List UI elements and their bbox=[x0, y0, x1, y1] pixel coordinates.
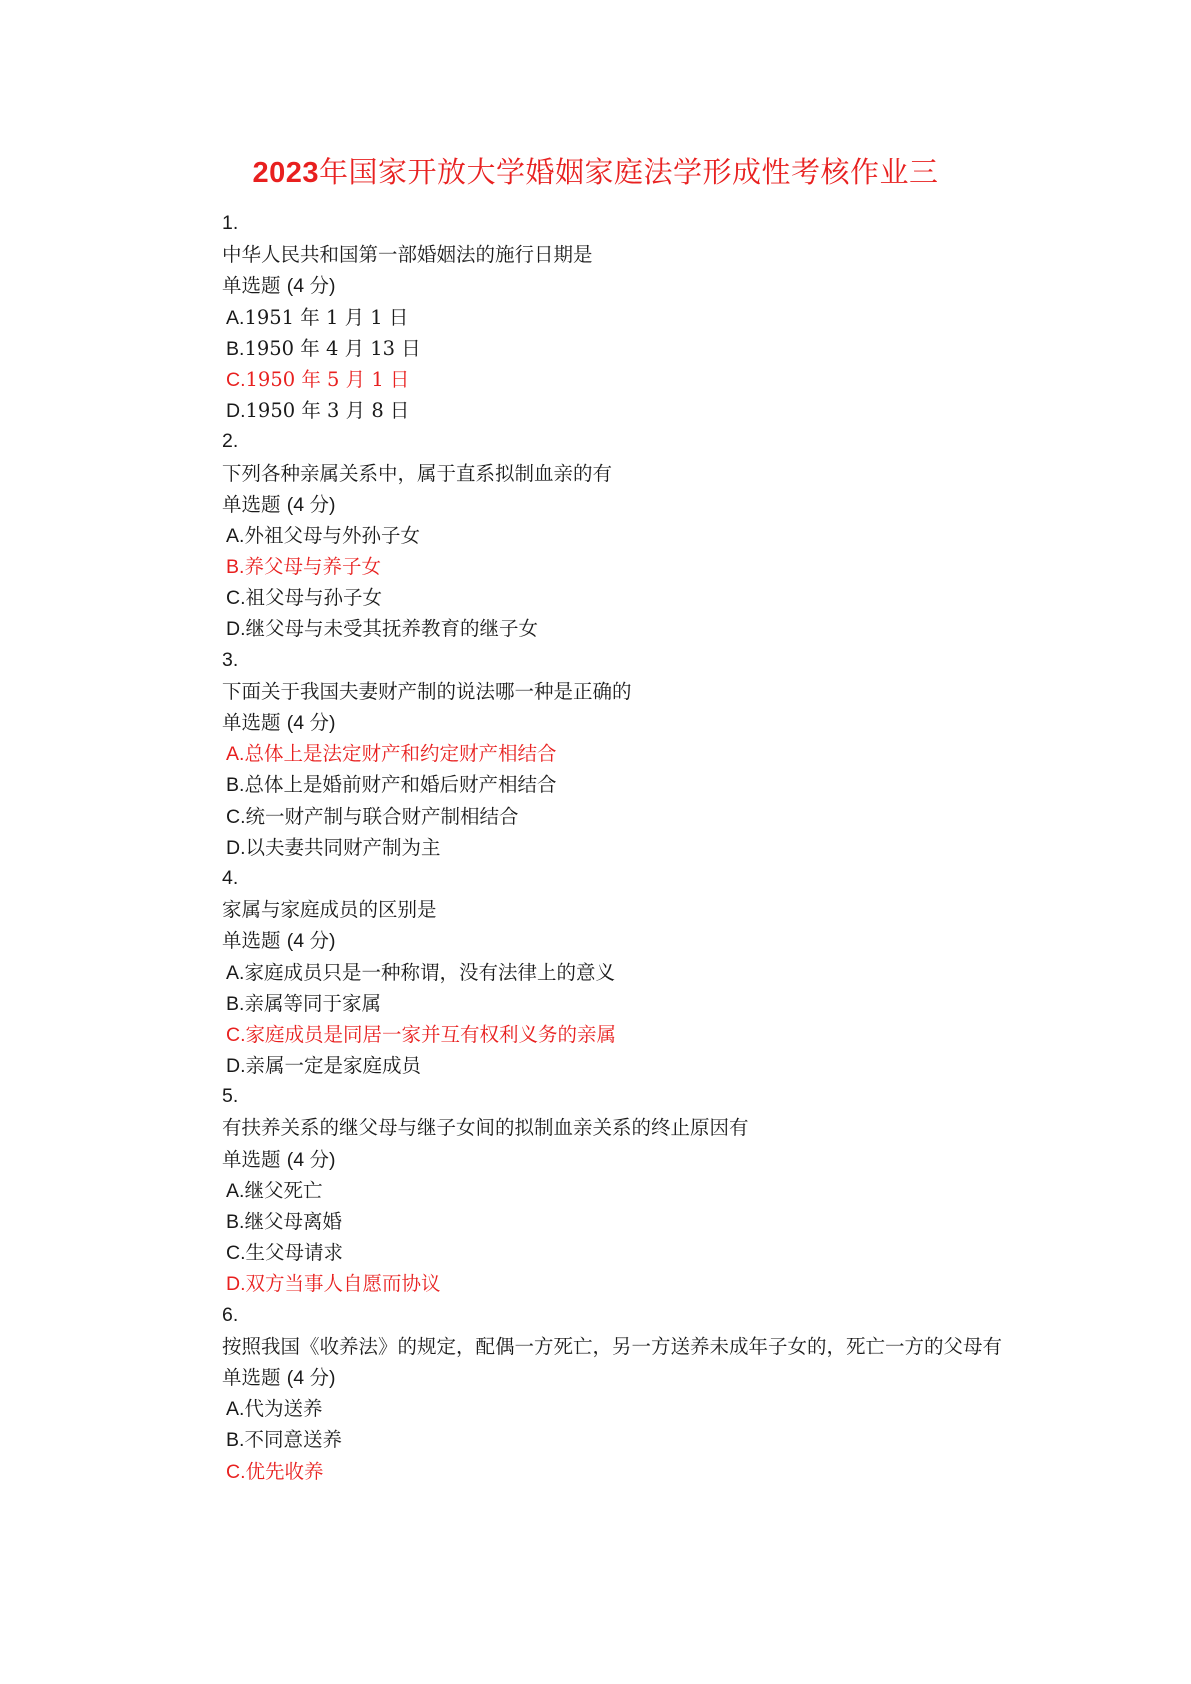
option-letter: A. bbox=[226, 306, 245, 329]
option-b[interactable] bbox=[0, 988, 1191, 1019]
option-d[interactable] bbox=[0, 613, 1191, 644]
option-b-correct[interactable] bbox=[0, 551, 1191, 582]
option-c[interactable] bbox=[0, 582, 1191, 613]
option-text: 不同意送养 bbox=[244, 1428, 342, 1452]
option-letter: B. bbox=[226, 1211, 245, 1233]
question-type-label: 单选题 bbox=[222, 1147, 281, 1171]
question-points: (4 分) bbox=[286, 930, 336, 953]
option-letter: D. bbox=[226, 400, 246, 423]
question-stem: 中华人民共和国第一部婚姻法的施行日期是 bbox=[222, 243, 593, 267]
option-text: 1951 年 1 月 1 日 bbox=[244, 305, 409, 329]
option-text: 统一财产制与联合财产制相结合 bbox=[245, 804, 519, 828]
question-number: 1. bbox=[222, 212, 239, 234]
question-points: (4 分) bbox=[286, 712, 336, 734]
option-letter: B. bbox=[226, 556, 245, 579]
option-text: 亲属等同于家属 bbox=[244, 991, 381, 1015]
question-type bbox=[0, 1362, 1191, 1393]
option-text: 双方当事人自愿而协议 bbox=[245, 1272, 441, 1296]
option-text: 家庭成员只是一种称谓，没有法律上的意义 bbox=[244, 960, 615, 984]
option-letter: C. bbox=[226, 1460, 246, 1483]
option-text: 生父母请求 bbox=[245, 1241, 344, 1265]
option-c-correct[interactable] bbox=[0, 1019, 1191, 1050]
question-type-label: 单选题 bbox=[222, 274, 281, 298]
option-letter: A. bbox=[226, 961, 245, 984]
option-letter: D. bbox=[226, 1273, 246, 1296]
question-2 bbox=[0, 426, 1191, 644]
question-stem: 家属与家庭成员的区别是 bbox=[222, 898, 437, 922]
question-type bbox=[0, 925, 1191, 956]
option-text: 祖父母与孙子女 bbox=[245, 586, 383, 610]
question-type-label: 单选题 bbox=[222, 492, 281, 516]
option-letter: C. bbox=[226, 368, 246, 391]
option-text: 1950 年 4 月 13 日 bbox=[244, 336, 421, 360]
option-a[interactable] bbox=[0, 302, 1191, 333]
question-number: 4. bbox=[222, 866, 239, 889]
option-c-correct[interactable] bbox=[0, 1456, 1191, 1487]
option-text: 以夫妻共同财产制为主 bbox=[245, 835, 441, 859]
question-number: 2. bbox=[222, 430, 239, 453]
option-b[interactable] bbox=[0, 769, 1191, 800]
title-text: 年国家开放大学婚姻家庭法学形成性考核作业三 bbox=[319, 155, 939, 189]
option-letter: B. bbox=[226, 774, 245, 797]
question-stem: 下面关于我国夫妻财产制的说法哪一种是正确的 bbox=[222, 679, 632, 703]
option-text: 继父死亡 bbox=[244, 1178, 323, 1202]
question-number: 3. bbox=[222, 648, 239, 671]
option-text: 总体上是婚前财产和婚后财产相结合 bbox=[244, 773, 557, 797]
question-type-label: 单选题 bbox=[222, 711, 281, 734]
option-text: 外祖父母与外孙子女 bbox=[244, 523, 420, 547]
question-points: (4 分) bbox=[286, 1148, 336, 1171]
option-text: 优先收养 bbox=[245, 1459, 324, 1483]
question-stem: 下列各种亲属关系中，属于直系拟制血亲的有 bbox=[222, 461, 613, 485]
option-text: 总体上是法定财产和约定财产相结合 bbox=[244, 742, 557, 766]
option-c-correct[interactable] bbox=[0, 364, 1191, 395]
question-type bbox=[0, 489, 1191, 520]
option-letter: C. bbox=[226, 805, 246, 828]
option-text: 代为送养 bbox=[244, 1397, 323, 1421]
option-a[interactable] bbox=[0, 520, 1191, 551]
option-letter: B. bbox=[226, 337, 245, 360]
option-letter: C. bbox=[226, 587, 246, 610]
option-a[interactable] bbox=[0, 957, 1191, 988]
question-5 bbox=[0, 1081, 1191, 1299]
option-text: 继父母与未受其抚养教育的继子女 bbox=[245, 617, 539, 641]
option-letter: C. bbox=[226, 1023, 246, 1046]
question-type bbox=[0, 270, 1191, 301]
option-d-correct[interactable] bbox=[0, 1268, 1191, 1299]
option-letter: A. bbox=[226, 743, 245, 766]
option-letter: B. bbox=[226, 1429, 245, 1452]
title-year: 2023 bbox=[252, 157, 319, 189]
question-3 bbox=[0, 645, 1191, 863]
option-letter: A. bbox=[226, 524, 245, 547]
option-d[interactable] bbox=[0, 832, 1191, 863]
option-a[interactable] bbox=[0, 1175, 1191, 1206]
document-title bbox=[0, 150, 1191, 191]
option-text: 亲属一定是家庭成员 bbox=[245, 1054, 422, 1078]
question-list bbox=[0, 208, 1191, 1487]
option-a[interactable] bbox=[0, 1393, 1191, 1424]
question-points: (4 分) bbox=[286, 275, 336, 298]
question-type bbox=[0, 707, 1191, 738]
question-number: 5. bbox=[222, 1085, 239, 1108]
question-6 bbox=[0, 1300, 1191, 1487]
question-4 bbox=[0, 863, 1191, 1081]
option-b[interactable] bbox=[0, 333, 1191, 364]
option-text: 养父母与养子女 bbox=[244, 555, 381, 579]
question-type-label: 单选题 bbox=[222, 929, 281, 953]
option-letter: A. bbox=[226, 1398, 245, 1421]
question-number: 6. bbox=[222, 1303, 239, 1326]
option-d[interactable] bbox=[0, 1050, 1191, 1081]
question-type bbox=[0, 1144, 1191, 1175]
option-c[interactable] bbox=[0, 1237, 1191, 1268]
option-c[interactable] bbox=[0, 801, 1191, 832]
option-text: 1950 年 3 月 8 日 bbox=[245, 399, 410, 423]
option-d[interactable] bbox=[0, 395, 1191, 426]
option-text: 家庭成员是同居一家并互有权利义务的亲属 bbox=[245, 1022, 617, 1046]
option-text: 1950 年 5 月 1 日 bbox=[245, 367, 410, 391]
option-letter: D. bbox=[226, 1055, 246, 1078]
option-text: 继父母离婚 bbox=[244, 1210, 342, 1233]
question-type-label: 单选题 bbox=[222, 1365, 281, 1389]
question-stem: 按照我国《收养法》的规定，配偶一方死亡，另一方送养未成年子女的，死亡一方的父母有 bbox=[222, 1334, 1003, 1358]
option-a-correct[interactable] bbox=[0, 738, 1191, 769]
option-letter: B. bbox=[226, 992, 245, 1015]
option-letter: C. bbox=[226, 1242, 246, 1265]
option-letter: D. bbox=[226, 618, 246, 641]
question-points: (4 分) bbox=[286, 1366, 336, 1389]
question-points: (4 分) bbox=[286, 493, 336, 516]
question-stem: 有扶养关系的继父母与继子女间的拟制血亲关系的终止原因有 bbox=[222, 1116, 749, 1140]
option-letter: A. bbox=[226, 1179, 245, 1202]
option-b[interactable] bbox=[0, 1206, 1191, 1237]
option-letter: D. bbox=[226, 836, 246, 859]
option-b[interactable] bbox=[0, 1424, 1191, 1455]
question-1 bbox=[0, 208, 1191, 426]
